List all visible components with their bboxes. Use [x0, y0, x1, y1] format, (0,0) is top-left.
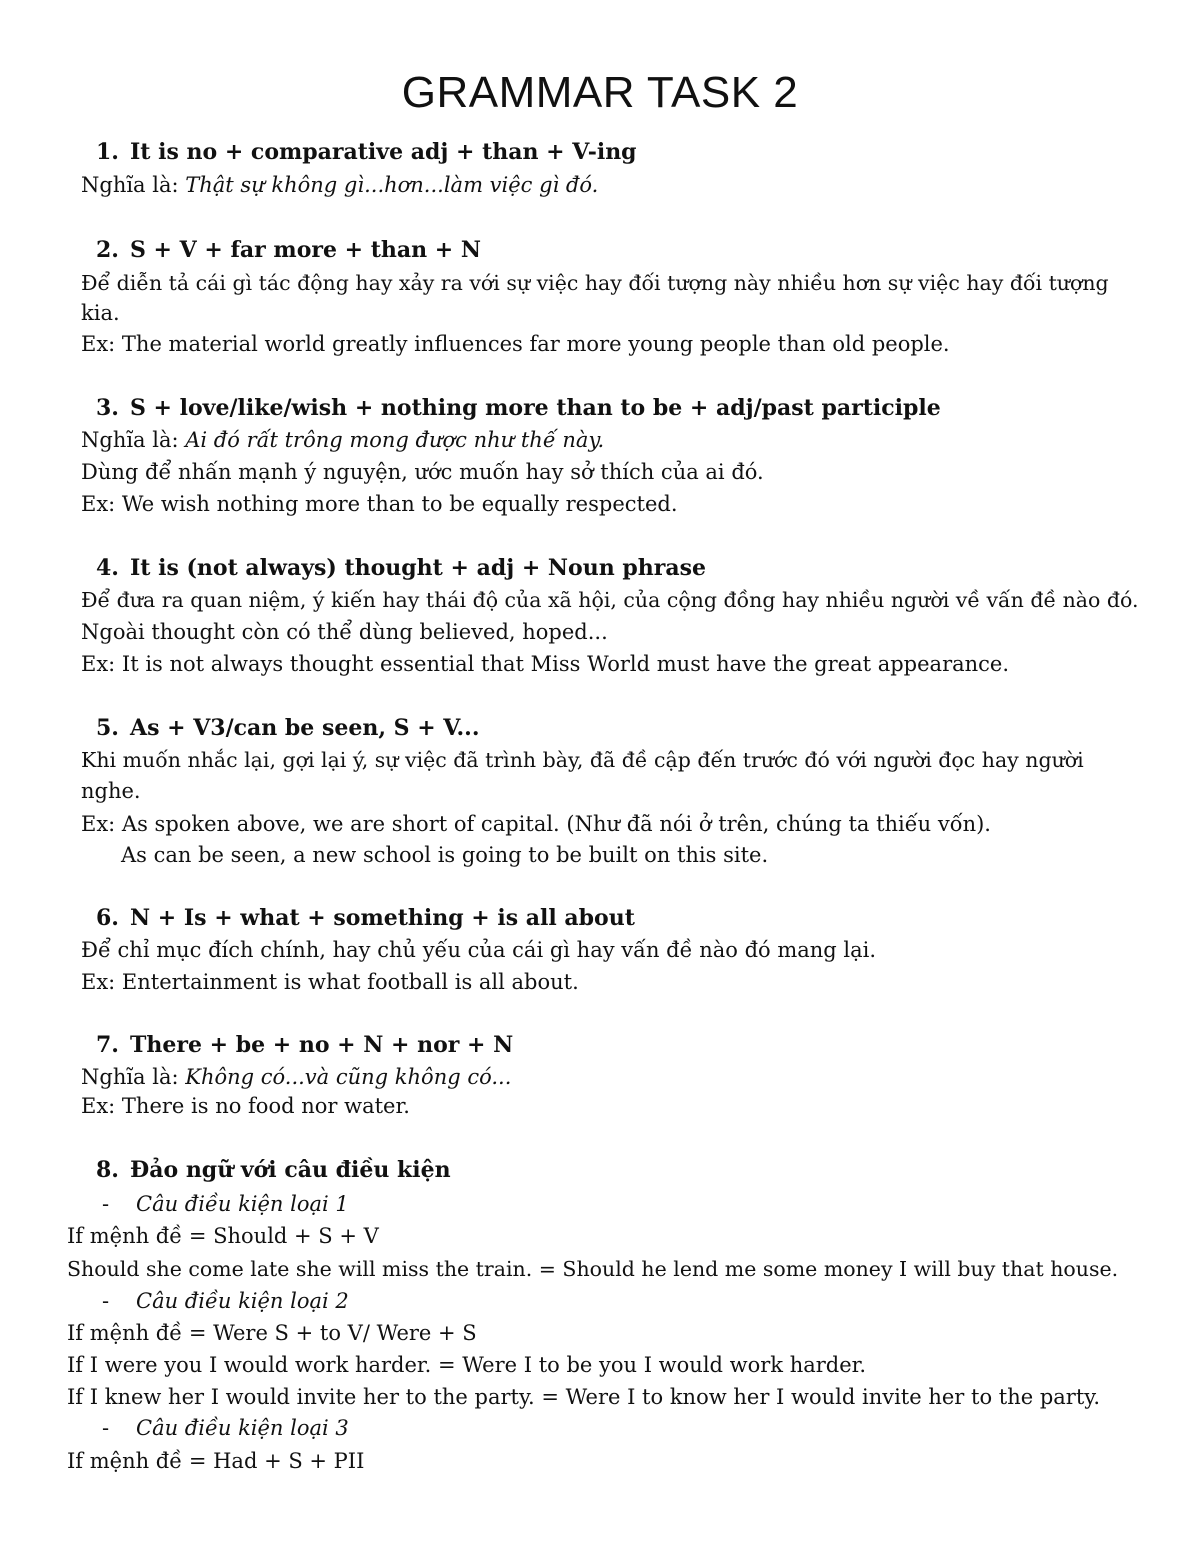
section-1-meaning: [81, 170, 598, 201]
section-4-example: Ex: It is not always thought essential that Miss World must have the great appearance.: [81, 652, 1010, 676]
conditional-type-1-example: Should she come late she will miss the train. = Should he lend me some money I will buy that house.: [67, 1257, 1119, 1281]
section-5-description: Khi muốn nhắc lại, gợi lại ý, sự việc đã trình bày, đã đề cập đến trước đó với người đọc hay người: [81, 748, 1084, 772]
section-number: 2.: [96, 237, 119, 263]
section-2-example: Ex: The material world greatly influences far more young people than old people.: [81, 332, 950, 356]
section-2-description-cont: kia.: [81, 301, 120, 325]
section-5-heading: [96, 713, 480, 744]
section-6-description: Để chỉ mục đích chính, hay chủ yếu của cái gì hay vấn đề nào đó mang lại.: [81, 938, 877, 962]
conditional-type-2-formula: If mệnh đề = Were S + to V/ Were + S: [67, 1321, 477, 1345]
section-title: There + be + no + N + nor + N: [130, 1032, 514, 1058]
section-number: 5.: [96, 715, 119, 741]
meaning-text: Thật sự không gì...hơn...làm việc gì đó.: [185, 173, 599, 197]
section-3-description: Dùng để nhấn mạnh ý nguyện, ước muốn hay sở thích của ai đó.: [81, 460, 764, 484]
section-3-example: Ex: We wish nothing more than to be equally respected.: [81, 492, 678, 516]
section-5-example-2: As can be seen, a new school is going to be built on this site.: [121, 843, 769, 867]
bullet-dash: -: [102, 1416, 110, 1440]
section-4-note: Ngoài thought còn có thể dùng believed, hoped...: [81, 620, 608, 644]
section-8-heading: [96, 1155, 451, 1186]
conditional-type-1-label: [102, 1189, 349, 1220]
conditional-type-3-label: [102, 1413, 349, 1444]
page-title: GRAMMAR TASK 2: [401, 68, 799, 117]
conditional-label-text: Câu điều kiện loại 2: [136, 1289, 349, 1313]
conditional-type-1-formula: If mệnh đề = Should + S + V: [67, 1224, 379, 1248]
section-title: Đảo ngữ với câu điều kiện: [130, 1157, 451, 1183]
section-number: 6.: [96, 905, 119, 931]
section-2-heading: [96, 235, 481, 266]
section-5-example: Ex: As spoken above, we are short of capital. (Như đã nói ở trên, chúng ta thiếu vốn).: [81, 812, 991, 836]
conditional-type-3-formula: If mệnh đề = Had + S + PII: [67, 1449, 365, 1473]
section-1-heading: [96, 137, 637, 168]
meaning-label: Nghĩa là:: [81, 428, 186, 452]
conditional-label-text: Câu điều kiện loại 3: [136, 1416, 349, 1440]
section-6-heading: [96, 903, 635, 934]
section-5-description-cont: nghe.: [81, 779, 141, 803]
section-number: 7.: [96, 1032, 119, 1058]
conditional-type-2-example-1: If I were you I would work harder. = Were I to be you I would work harder.: [67, 1353, 867, 1377]
section-number: 1.: [96, 139, 119, 165]
section-title: S + V + far more + than + N: [130, 237, 481, 263]
section-4-description: Để đưa ra quan niệm, ý kiến hay thái độ của xã hội, của cộng đồng hay nhiều người về vấn đề nào đó.: [81, 588, 1139, 612]
meaning-text: Ai đó rất trông mong được như thế này.: [185, 428, 605, 452]
section-number: 3.: [96, 395, 119, 421]
section-title: It is (not always) thought + adj + Noun phrase: [130, 555, 706, 581]
section-number: 8.: [96, 1157, 119, 1183]
meaning-label: Nghĩa là:: [81, 1065, 186, 1089]
bullet-dash: -: [102, 1192, 110, 1216]
section-title: S + love/like/wish + nothing more than to be + adj/past participle: [130, 395, 941, 421]
conditional-type-2-example-2: If I knew her I would invite her to the party. = Were I to know her I would invite her to the party.: [67, 1385, 1101, 1409]
conditional-type-2-label: [102, 1286, 349, 1317]
conditional-label-text: Câu điều kiện loại 1: [136, 1192, 349, 1216]
section-6-example: Ex: Entertainment is what football is all about.: [81, 970, 579, 994]
section-title: N + Is + what + something + is all about: [130, 905, 635, 931]
section-7-example: Ex: There is no food nor water.: [81, 1094, 410, 1118]
section-title: It is no + comparative adj + than + V-ing: [130, 139, 637, 165]
meaning-label: Nghĩa là:: [81, 173, 186, 197]
section-3-heading: [96, 393, 941, 424]
section-7-meaning: [81, 1062, 511, 1093]
meaning-text: Không có...và cũng không có...: [185, 1065, 512, 1089]
section-title: As + V3/can be seen, S + V...: [130, 715, 480, 741]
bullet-dash: -: [102, 1289, 110, 1313]
section-4-heading: [96, 553, 706, 584]
section-2-description: Để diễn tả cái gì tác động hay xảy ra với sự việc hay đối tượng này nhiều hơn sự việc hay đối tượng: [81, 271, 1109, 295]
section-7-heading: [96, 1030, 513, 1061]
section-number: 4.: [96, 555, 119, 581]
section-3-meaning: [81, 425, 604, 456]
